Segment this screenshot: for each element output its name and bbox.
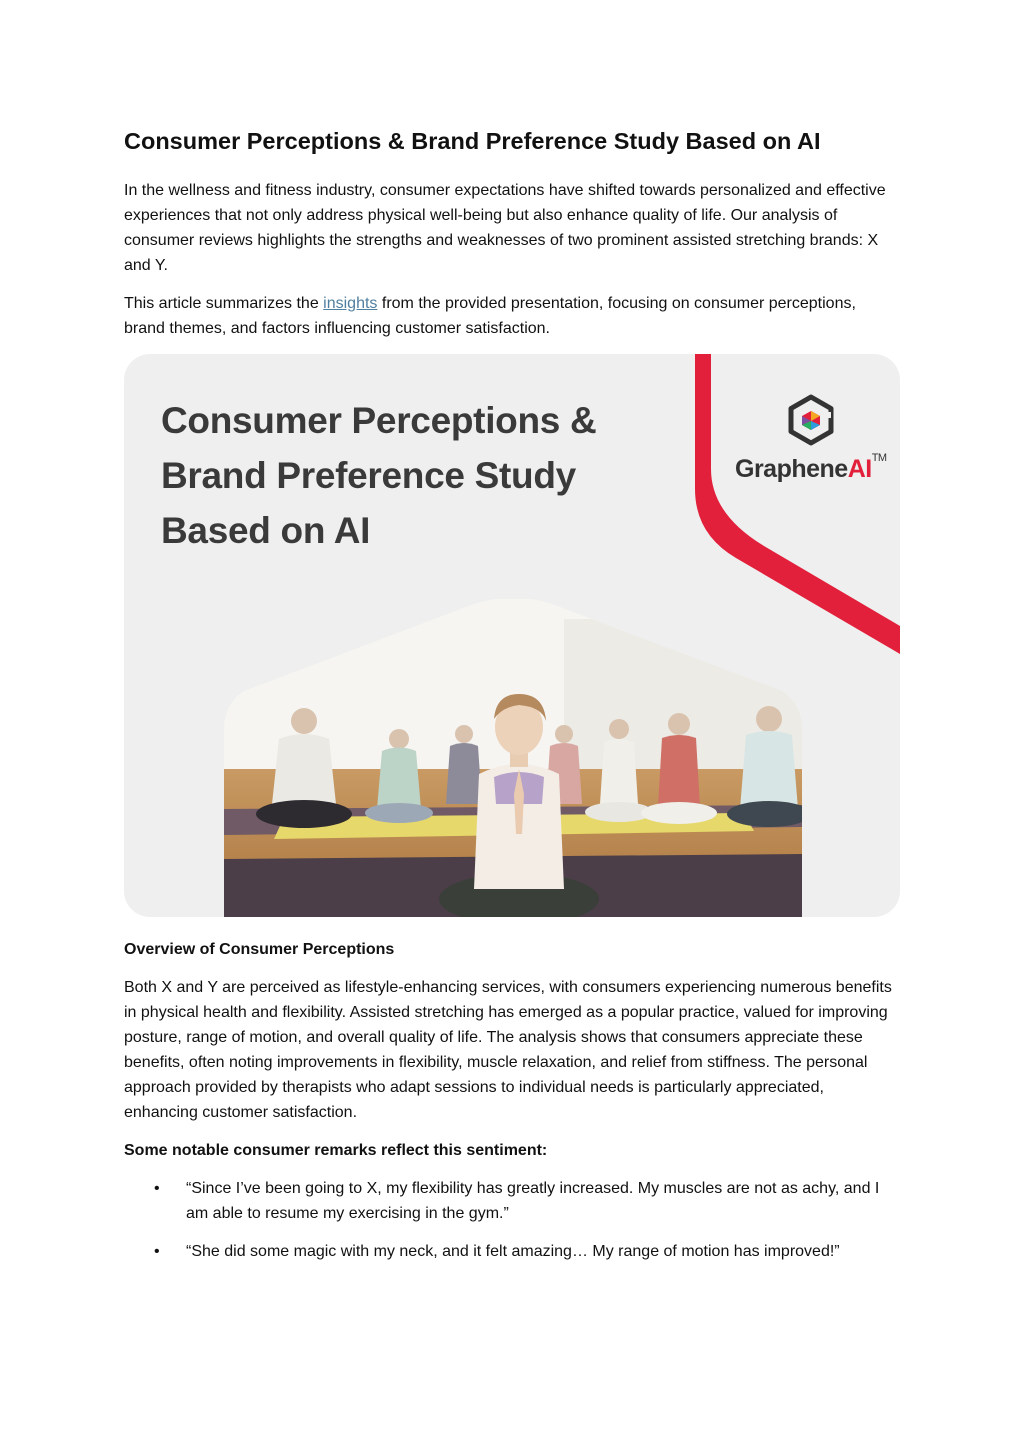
bullet-icon: • — [154, 1243, 160, 1260]
intro-paragraph: In the wellness and fitness industry, consumer expectations have shifted towards personalized and effective experiences that not only address physical well-being but also enhance quality of life. Our analysis of consumer reviews highlights the strengths and weaknesses of two prominent assisted stretching brands: X and Y. — [124, 182, 886, 274]
summary-text-end: from the provided presentation, focusing on consumer perceptions, brand themes, and factors influencing customer satisfaction. — [124, 295, 856, 337]
overview-heading: Overview of Consumer Perceptions — [124, 941, 395, 958]
hero-banner-image — [124, 354, 900, 917]
hero-title-line: Consumer Perceptions & — [161, 400, 597, 441]
logo-trademark: TM — [871, 452, 887, 464]
hero-title-line: Based on AI — [161, 510, 371, 551]
summary-paragraph — [124, 291, 900, 341]
graphene-logo-icon — [786, 394, 836, 446]
article — [124, 124, 900, 1277]
hero-title — [161, 393, 681, 558]
remarks-heading: Some notable consumer remarks reflect this sentiment: — [124, 1142, 548, 1159]
yoga-class-photo — [224, 599, 802, 917]
list-item — [124, 1176, 900, 1226]
quote-text: “She did some magic with my neck, and it felt amazing… My range of motion has improved!” — [186, 1243, 840, 1260]
summary-text-start: This article summarizes the — [124, 295, 324, 312]
insights-link[interactable]: insights — [323, 295, 378, 312]
quote-text: “Since I’ve been going to X, my flexibility has greatly increased. My muscles are not as achy, and I am able to resume my exercising in the gym.” — [186, 1180, 880, 1222]
bullet-icon: • — [154, 1180, 160, 1197]
overview-paragraph: Both X and Y are perceived as lifestyle-enhancing services, with consumers experiencing numerous benefits in physical health and flexibility. Assisted stretching has emerged as a popular practice, valued for improving posture, range of motion, and overall quality of life. The analysis shows that consumers appreciate these benefits, often noting improvements in flexibility, muscle relaxation, and relief from stiffness. The personal approach provided by therapists who adapt sessions to individual needs is particularly appreciated, enhancing customer satisfaction. — [124, 979, 892, 1121]
logo-brand-ai: AI — [847, 455, 872, 483]
remarks-list — [124, 1176, 900, 1264]
graphene-logo-text — [735, 452, 887, 484]
article-title: Consumer Perceptions & Brand Preference Study Based on AI — [124, 128, 821, 154]
logo-brand-name: Graphene — [735, 455, 848, 483]
list-item — [124, 1239, 900, 1264]
hero-title-line: Brand Preference Study — [161, 455, 576, 496]
